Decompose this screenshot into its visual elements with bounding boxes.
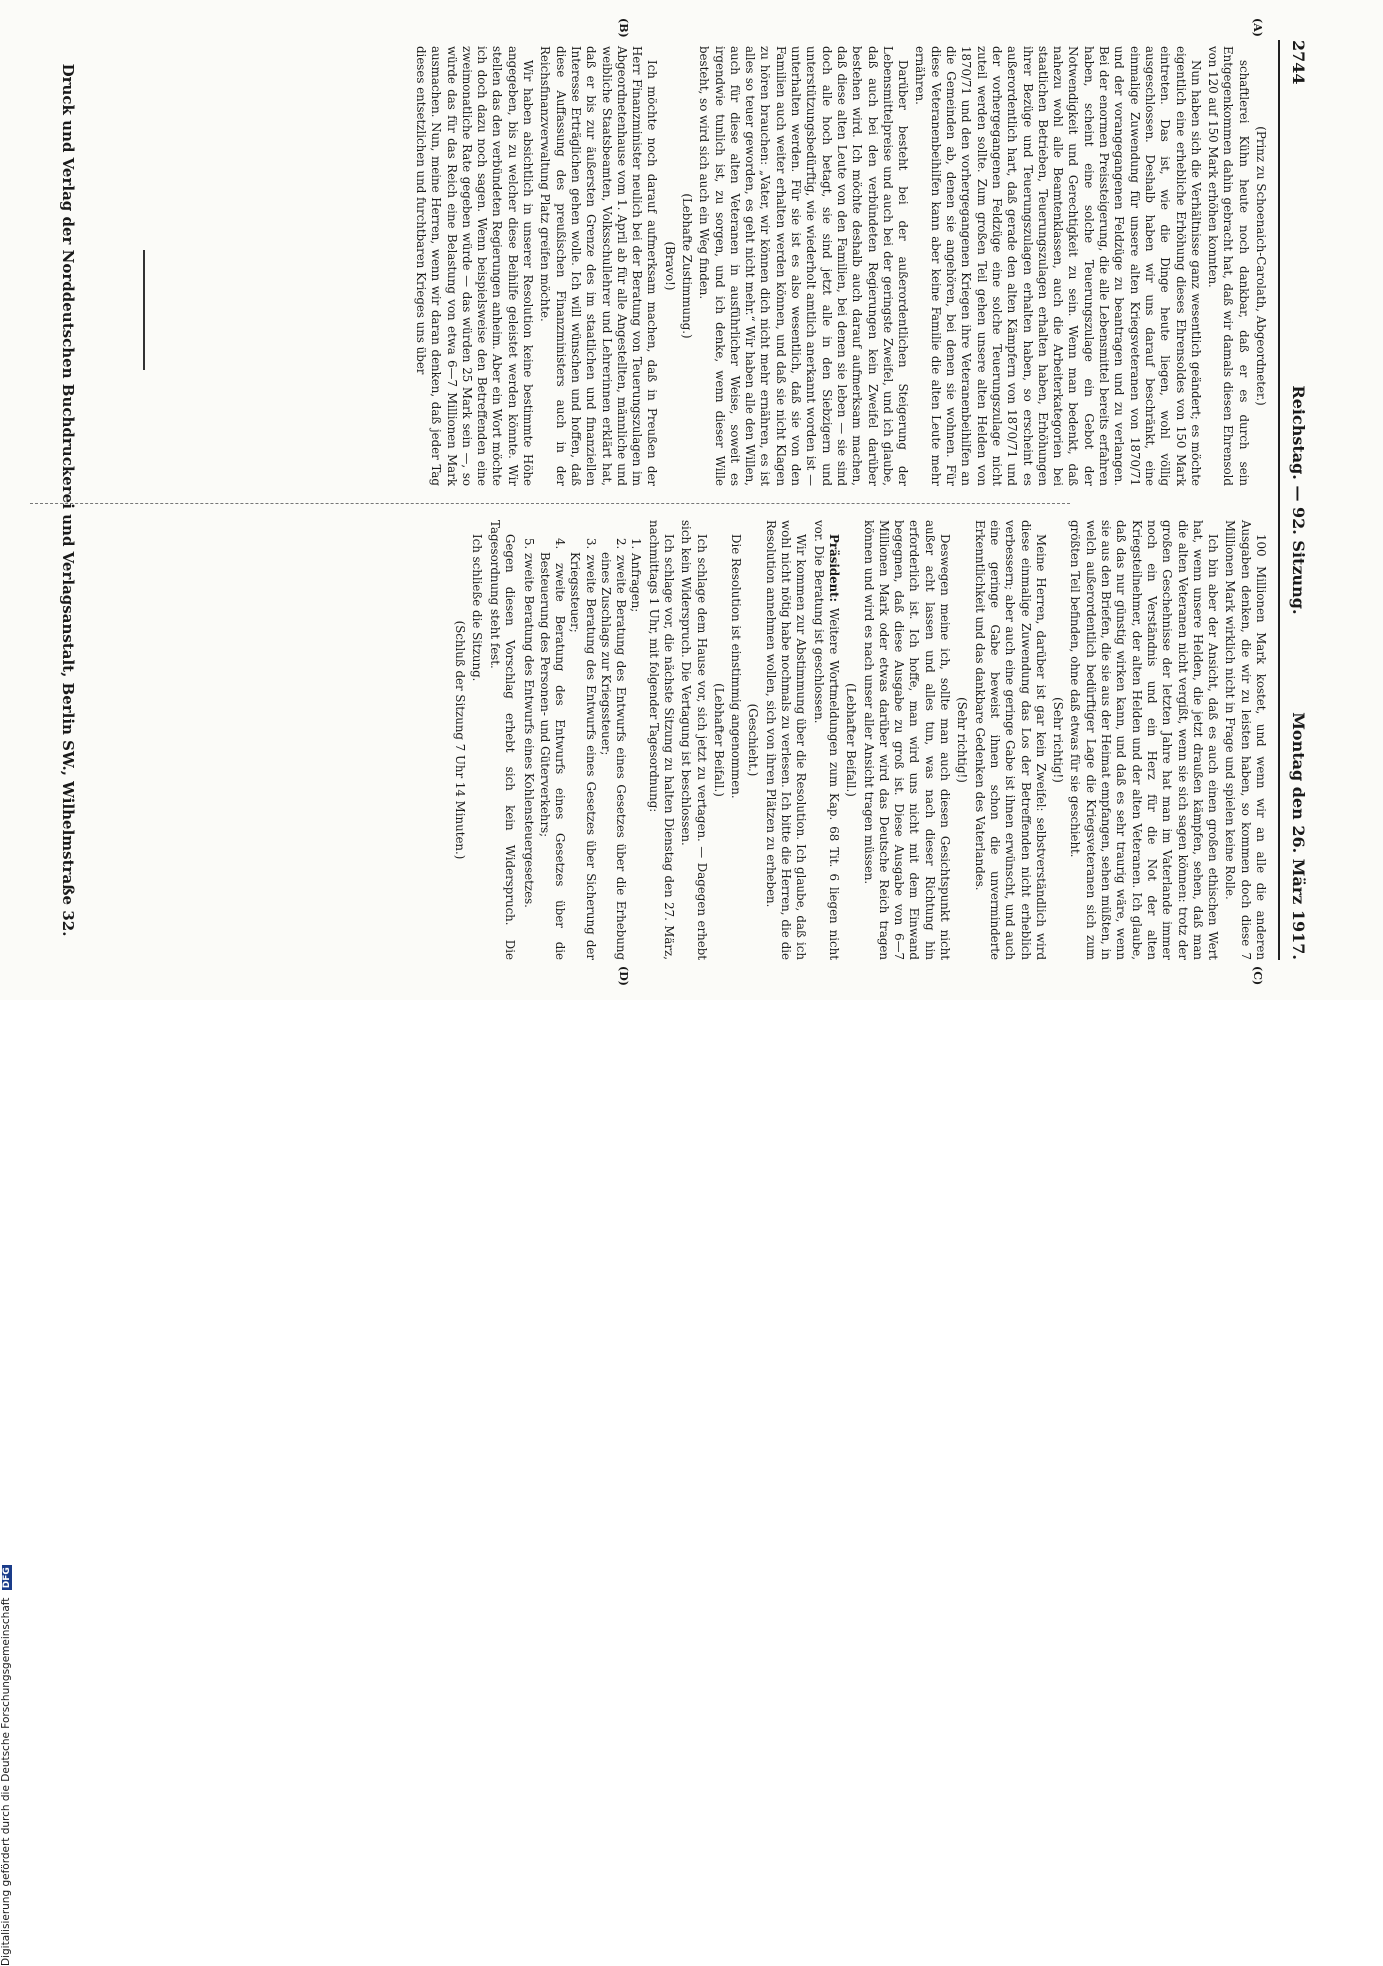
interjection: (Geschieht.) <box>746 703 761 777</box>
president-text: Weitere Wortmeldungen zum Kap. 68 Tit. 6 liegen nicht vor. Die Beratung ist geschlossen. <box>811 520 841 961</box>
section-rule <box>143 250 145 370</box>
credit-text: Digitalisierung gefördert durch die Deutsche Forschungsgemeinschaft <box>0 1597 12 1966</box>
interjection: (Sehr richtig!) <box>955 697 970 783</box>
interjection: (Lebhafter Beifall.) <box>844 683 859 797</box>
agenda-item: 5. zweite Beratung des Entwurfs eines Kohlensteuergesetzes. <box>522 538 537 908</box>
page-number: 2744 <box>1289 40 1308 85</box>
margin-mark-b: (B) <box>617 18 630 38</box>
paragraph: Ich bin aber der Ansicht, daß es auch einen großen ethischen Wert hat, wenn unsere Helden, die jetzt draußen kämpfen, sehen, daß man die alten Veteranen nicht vergißt, wenn sie sich sagen können: trotz der großen Geschehnisse der letzten Jahre hat man im Vaterlande immer noch ein Verständnis und ein Herz für die Not der alten Kriegsteilnehmer, der alten Helden und der alten Veteranen. Ich glaube, daß das nur günstig wirken kann, und daß es sehr traurig wäre, wenn sie aus den Briefen, die sie aus der Heimat empfangen, sehen müßten, in welch außerordentlich bedürftiger Lage die Kriegsveteranen sich zum größten Teil befinden, ohne daß etwas für sie geschieht. <box>1068 520 1221 960</box>
left-column <box>411 46 1268 486</box>
agenda-item: 1. Anfragen; <box>629 538 644 613</box>
rotated-newspaper-page <box>0 0 1320 1000</box>
digitization-credit <box>0 966 14 1966</box>
paragraph: Gegen diesen Vorschlag erhebt sich kein Widerspruch. Die Tagesordnung steht fest. <box>487 520 518 960</box>
paragraph: Darüber besteht bei der außerordentlichen Steigerung der Lebensmittelpreise und auch bei der geringste Zweifel, und ich glaube, daß auch bei den verbündeten Regierungen kein Zweifel darüber bestehen wird. Ich möchte deshalb auch darauf aufmerksam machen, daß diese alten Leute von den Familien, bei denen sie leben — sie sind doch alle hoch betagt, sie sind jetzt alle in den Siebzigern und unterstützungsbedürftig, wie wiederholt amtlich anerkannt worden ist — unterhalten werden. Für sie ist es also wesentlich, daß sie von den Familien auch weiter erhalten werden können, und daß sie nicht Klagen zu hören brauchen: „Vater, wir können dich nicht mehr ernähren, es ist alles so teuer geworden, es geht nicht mehr.“ Wir haben alle den Willen, auch für diese alten Veteranen in ausführlicher Weise, soweit es irgendwie tunlich ist, zu sorgen, und ich denke, wenn dieser Wille besteht, so wird sich auch ein Weg finden. <box>697 46 911 486</box>
paragraph: Nun haben sich die Verhältnisse ganz wesentlich geändert; es möchte eigentlich eine erhebliche Erhöhung dieses Ehrensoldes von 150 Mark eintreten. Das ist, wie die Dinge heute liegen, wohl völlig ausgeschlossen. Deshalb haben wir uns darauf beschränkt, eine einmalige Zuwendung für unsere alten Kriegsveteranen von 1870/71 und der vorangegangenen Feldzüge zu beantragen und zu verlangen. Bei der enormen Preissteigerung, die alle Lebensmittel bereits erfahren haben, scheint eine solche Teuerungszulage ein Gebot der Notwendigkeit und Gerechtigkeit zu sein. Wenn man bedenkt, daß nahezu wohl alle Beamtenklassen, auch die Arbeiterkategorien bei staatlichen Betrieben, Teuerungszulagen erhalten haben, Erhöhungen ihrer Bezüge und Teuerungszulagen erhalten haben, so erscheint es außerordentlich hart, daß gerade den alten Kämpfern von 1870/71 und der vorhergegangenen Feldzüge eine solche Teuerungszulage nicht zuteil werden sollte. Zum großen Teil gehen unsere alten Helden von 1870/71 und den vorhergegangenen Kriegen ihre Veteranenbeihilfen an die Gemeinden ab, denen sie angehören, bei denen sie wohnen. Für diese Veteranenbeihilfen kann aber keine Familie die alten Leute mehr ernähren. <box>913 46 1203 486</box>
margin-mark-a: (A) <box>1251 18 1264 37</box>
agenda-item: 4. zweite Beratung des Entwurfs eines Gesetzes über die Besteuerung des Personen- und Güterverkehrs; <box>537 538 567 960</box>
interjection: (Sehr richtig!) <box>1051 697 1066 783</box>
interjection: (Lebhafte Zustimmung.) <box>680 193 695 339</box>
paragraph: Ich schließe die Sitzung. <box>470 534 485 682</box>
paragraph: Wir haben absichtlich in unserer Resolution keine bestimmte Höhe angegeben, bis zu welcher diese Beihilfe geleistet werden könnte. Wir stellen das den verbündeten Regierungen anheim. Aber ein Wort möchte ich doch dazu noch sagen. Wenn beispielsweise den Betreffenden eine zweimonatliche Rate gegeben würde — das würden 25 Mark sein —, so würde das für das Reich eine Belastung von etwa 6—7 Millionen Mark ausmachen. Nun, meine Herren, wenn wir daran denken, daß jeder Tag dieses entsetzlichen und furchtbaren Krieges uns über <box>413 46 536 486</box>
closing-note: (Schluß der Sitzung 7 Uhr 14 Minuten.) <box>453 620 468 860</box>
president-label: Präsident: <box>826 534 841 602</box>
paragraph: 100 Millionen Mark kostet, und wenn wir an alle die anderen Ausgaben denken, die wir zu leisten haben, so kommen doch diese 7 Millionen Mark wirklich nicht in Frage und spielen keine Rolle. <box>1223 520 1268 960</box>
interjection: (Lebhafter Beifall.) <box>711 683 726 797</box>
column-divider <box>30 503 1070 504</box>
margin-mark-d: (D) <box>617 966 630 986</box>
margin-mark-c: (C) <box>1251 966 1264 986</box>
dfg-logo-icon: DFG <box>2 1567 12 1589</box>
paragraph: schaftlerei Kühn heute noch dankbar, daß er es durch sein Entgegenkommen dahin gebracht hat, daß wir damals diesen Ehrensold von 120 auf 150 Mark erhöhen konnten. <box>1206 46 1251 486</box>
header-title: Reichstag. — 92. Sitzung. <box>1289 385 1308 615</box>
paragraph: Wir kommen zur Abstimmung über die Resolution. Ich glaube, daß ich wohl nicht nötig habe nochmals zu verlesen. Ich bitte die Herren, die die Resolution annehmen wollen, sich von ihren Plätzen zu erheben. <box>763 520 809 960</box>
paragraph: Deswegen meine ich, sollte man auch diesen Gesichtspunkt nicht außer acht lassen und alles tun, was nach dieser Richtung hin erforderlich ist. Ich hoffe, man wird uns nicht mit dem Einwand begegnen, daß diese Ausgabe zu groß ist. Diese Ausgabe von 6—7 Millionen Mark oder etwas darüber wird das Deutsche Reich tragen können und wird es nach unser aller Ansicht tragen müssen. <box>861 520 953 960</box>
agenda-item: 2. zweite Beratung des Entwurfs eines Gesetzes über die Erhebung eines Zuschlags zur Kriegssteuer; <box>598 538 629 960</box>
paragraph: Meine Herren, darüber ist gar kein Zweifel: selbstverständlich wird diese einmalige Zuwendung das Los der Betreffenden nicht erheblich verbessern; aber auch eine geringe Gabe ist ihnen erwünscht, und auch eine geringe Gabe beweist ihnen schon die unverminderte Erkenntlichkeit und das dankbare Gedenken des Vaterlandes. <box>972 520 1048 960</box>
speaker-line: (Prinz zu Schoenaich-Carolath, Abgeordneter.) <box>1254 126 1268 406</box>
interjection: (Bravo!) <box>662 241 677 291</box>
page-header <box>1282 40 1308 960</box>
agenda-item: 3. zweite Beratung des Entwurfs eines Gesetzes über Sicherung der Kriegssteuer; <box>568 538 598 960</box>
paragraph: Die Resolution ist einstimmig angenommen. <box>729 534 744 799</box>
paragraph: Ich schlage vor, die nächste Sitzung zu halten Dienstag den 27. März, nachmittags 1 Uhr, mit folgender Tagesordnung: <box>646 520 677 960</box>
president-paragraph <box>810 520 841 960</box>
right-column <box>450 520 1268 960</box>
header-date: Montag den 26. März 1917. <box>1289 712 1308 960</box>
paragraph: Ich schlage dem Hause vor, sich jetzt zu vertagen. — Dagegen erhebt sich kein Widerspruch. Die Vertagung ist beschlossen. <box>679 520 709 960</box>
printer-imprint: Druck und Verlag der Norddeutschen Buchdruckerei und Verlagsanstalt, Berlin SW., Wilhelmstraße 32. <box>59 63 77 937</box>
agenda-list <box>521 520 643 960</box>
header-rule <box>1278 40 1280 960</box>
paragraph: Ich möchte noch darauf aufmerksam machen, daß in Preußen der Herr Finanzminister neulich bei der Beratung von Teuerungszulagen im Abgeordnetenhause vom 1. April ab für alle Angestellten, männliche und weibliche Staatsbeamten, Volksschullehrer und Lehrerinnen erklärt hat, daß er bis zur äußersten Grenze des im staatlichen und finanziellen Interesse Erträglichen gehen wolle. Ich will wünschen und hoffen, daß diese Auffassung des preußischen Finanzministers auch in der Reichsfinanzverwaltung Platz greifen möchte. <box>538 46 660 486</box>
